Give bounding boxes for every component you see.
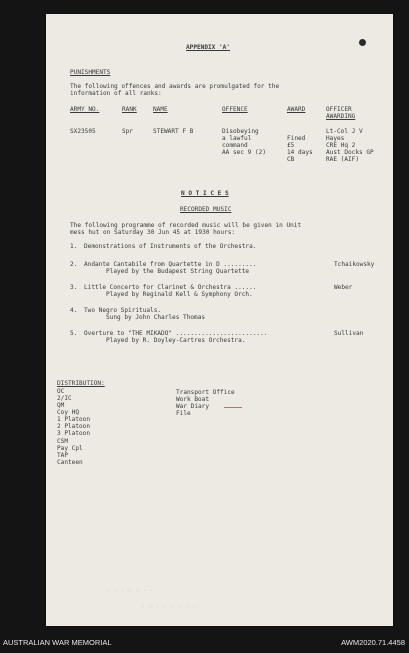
column-header-officer: OFFICER bbox=[326, 106, 352, 113]
distribution-item: War Diary bbox=[176, 403, 210, 410]
programme-item-performer: Played by Reginald Kell & Symphony Orch. bbox=[106, 291, 253, 298]
programme-item-composer: Weber bbox=[334, 284, 353, 291]
punishments-intro-line: The following offences and awards are promulgated for the bbox=[70, 83, 280, 90]
punishments-heading: PUNISHMENTS bbox=[70, 69, 111, 76]
programme-item-number: 3. bbox=[70, 284, 78, 291]
distribution-item: Canteen bbox=[57, 459, 83, 466]
bleed-through-text: . . . . . . . bbox=[106, 586, 154, 593]
cell-name: STEWART F B bbox=[153, 128, 194, 135]
distribution-item: Coy HQ bbox=[57, 409, 80, 416]
cell-officer-line: Hayes bbox=[326, 135, 345, 142]
punishments-intro-line: information of all ranks: bbox=[70, 90, 162, 97]
programme-item-performer: Sung by John Charles Thomas bbox=[106, 314, 206, 321]
footer-accession-number: AWM2020.71.4458 bbox=[341, 638, 405, 647]
punch-hole bbox=[359, 39, 366, 46]
column-header-army-no: ARMY NO. bbox=[70, 106, 100, 113]
programme-item-title: Andante Cantabile from Quartette in D ......... bbox=[84, 261, 257, 268]
column-header-name: NAME bbox=[153, 106, 168, 113]
footer-institution: AUSTRALIAN WAR MEMORIAL bbox=[3, 638, 112, 647]
programme-item-number: 4. bbox=[70, 307, 78, 314]
programme-item-title: Demonstrations of Instruments of the Orchestra. bbox=[84, 243, 257, 250]
cell-rank: Spr bbox=[122, 128, 134, 135]
distribution-item: Transport Office bbox=[176, 389, 235, 396]
distribution-item: Pay Cpl bbox=[57, 445, 83, 452]
column-header-officer: AWARDING bbox=[326, 113, 356, 120]
cell-award-line: 14 days bbox=[287, 149, 313, 156]
cell-officer-line: RAE (AIF) bbox=[326, 156, 360, 163]
document-page bbox=[46, 14, 393, 626]
programme-item-number: 2. bbox=[70, 261, 78, 268]
distribution-item: 3 Platoon bbox=[57, 430, 91, 437]
distribution-heading: DISTRIBUTION: bbox=[57, 380, 105, 387]
cell-award-line: CB bbox=[287, 156, 295, 163]
cell-offence-line: command bbox=[222, 142, 248, 149]
cell-offence-line: AA sec 9 (2) bbox=[222, 149, 267, 156]
programme-item-number: 5. bbox=[70, 330, 78, 337]
programme-item-title: Two Negro Spirituals. bbox=[84, 307, 162, 314]
programme-item-composer: Sullivan bbox=[334, 330, 364, 337]
cell-officer-line: CRE Hq 2 bbox=[326, 142, 356, 149]
distribution-item: 2 Platoon bbox=[57, 423, 91, 430]
cell-officer-line: Lt-Col J V bbox=[326, 128, 363, 135]
column-header-offence: OFFENCE bbox=[222, 106, 248, 113]
notices-intro-line: mess hut on Saturday 30 Jun 45 at 1930 hours: bbox=[70, 229, 236, 236]
cell-army-no: SX23505 bbox=[70, 128, 96, 135]
notices-heading: N O T I C E S bbox=[181, 190, 229, 197]
notices-subheading: RECORDED MUSIC bbox=[180, 206, 232, 213]
distribution-item: 2/IC bbox=[57, 395, 72, 402]
distribution-item: OC bbox=[57, 388, 65, 395]
red-ink-mark bbox=[224, 407, 242, 408]
distribution-item: TAP bbox=[57, 452, 69, 459]
distribution-item: Work Boat bbox=[176, 396, 210, 403]
distribution-item: QM bbox=[57, 402, 65, 409]
cell-officer-line: Aust Docks GP bbox=[326, 149, 374, 156]
distribution-item: CSM bbox=[57, 438, 69, 445]
column-header-rank: RANK bbox=[122, 106, 137, 113]
programme-item-performer: Played by the Budapest String Quartette bbox=[106, 268, 250, 275]
cell-offence-line: Disobeying bbox=[222, 128, 259, 135]
distribution-item: File bbox=[176, 410, 191, 417]
cell-award-line: £5 bbox=[287, 142, 295, 149]
notices-intro-line: The following programme of recorded music will be given in Unit bbox=[70, 222, 302, 229]
programme-item-title: Little Concerto for Clarinet & Orchestra ...... bbox=[84, 284, 257, 291]
column-header-award: AWARD bbox=[287, 106, 306, 113]
programme-item-performer: Played by R. Doyley-Cartres Orchestra. bbox=[106, 337, 246, 344]
cell-award-line: Fined bbox=[287, 135, 306, 142]
programme-item-composer: Tchaikowsky bbox=[334, 261, 375, 268]
page-title: APPENDIX 'A' bbox=[186, 44, 231, 51]
distribution-item: 1 Platoon bbox=[57, 416, 91, 423]
programme-item-number: 1. bbox=[70, 243, 78, 250]
cell-offence-line: a lawful bbox=[222, 135, 252, 142]
programme-item-title: Overture to "THE MIKADO" ......................... bbox=[84, 330, 268, 337]
bleed-through-text: . . . . . . . . bbox=[141, 602, 197, 609]
